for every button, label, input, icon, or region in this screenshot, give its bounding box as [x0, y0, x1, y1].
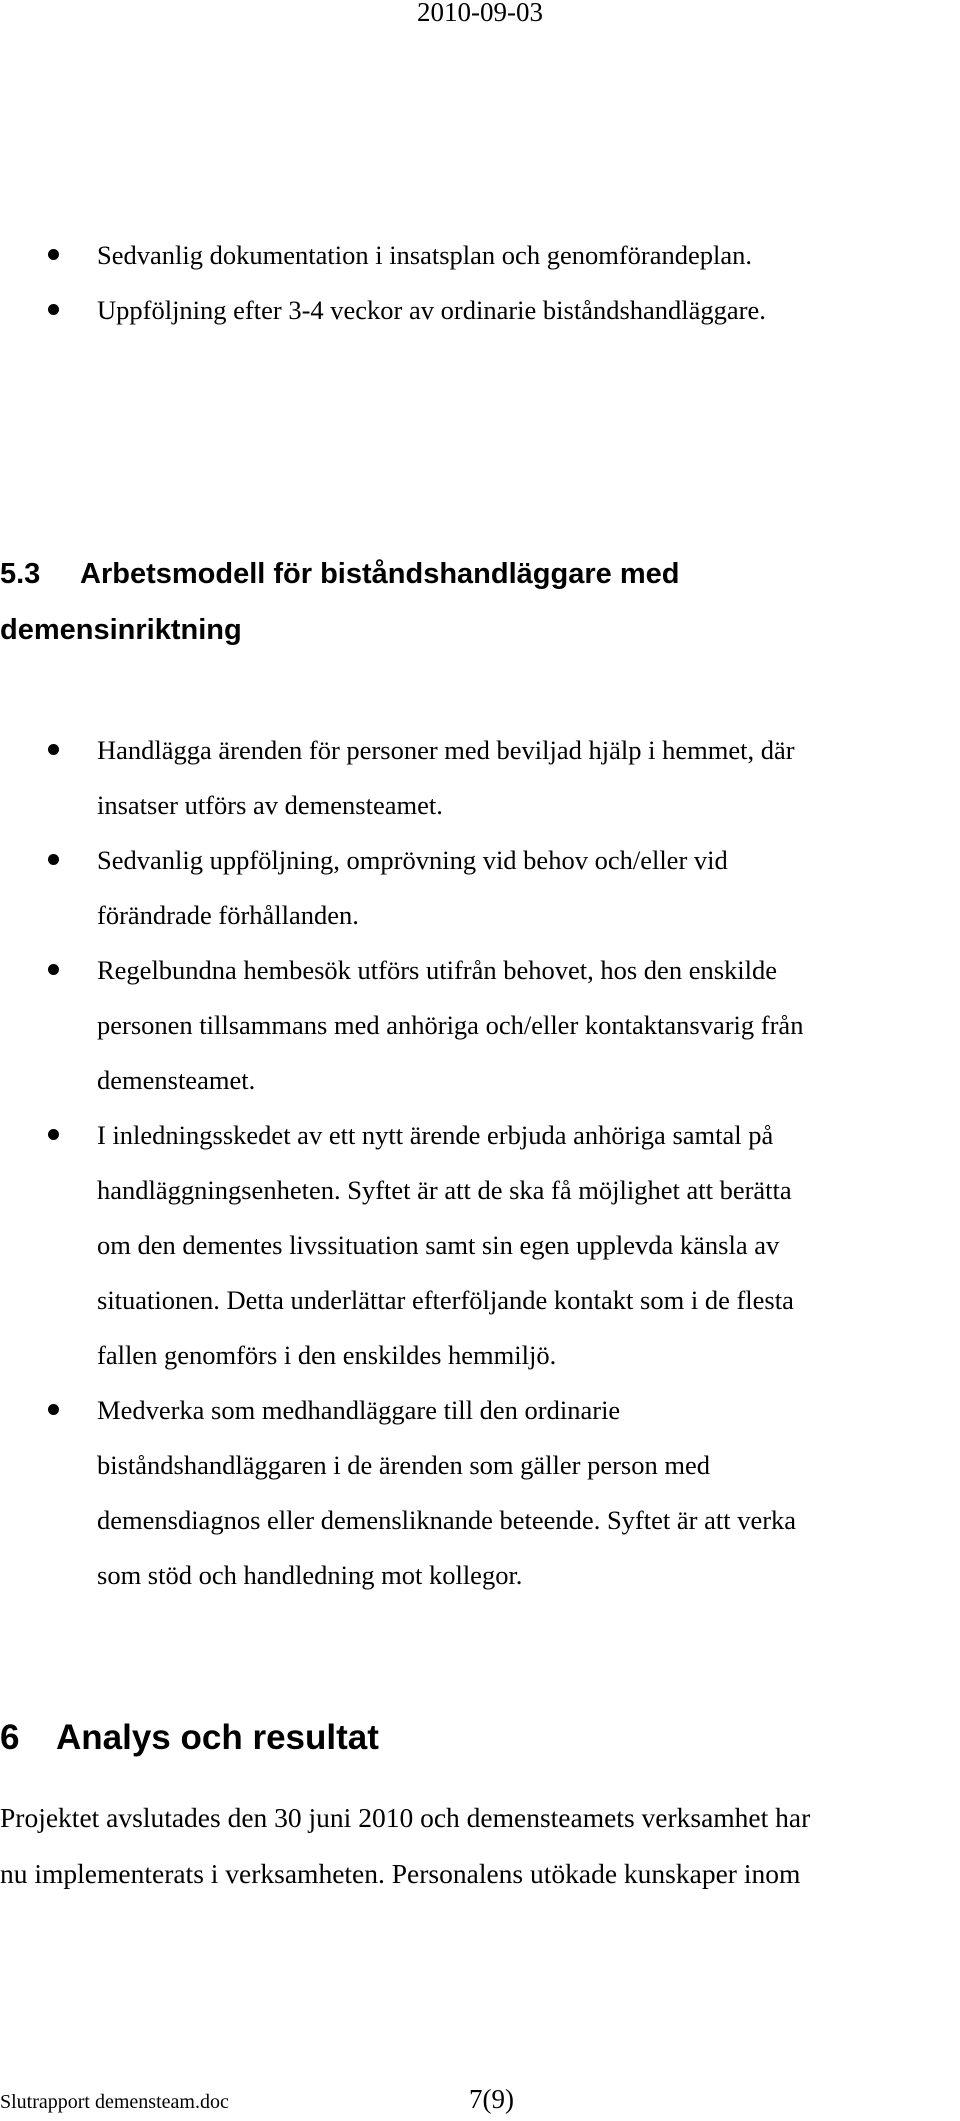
list-item	[0, 943, 960, 1108]
list-item-line: insatser utförs av demensteamet.	[97, 790, 443, 820]
list-item-line: om den dementes livssituation samt sin egen upplevda känsla av	[97, 1230, 780, 1260]
bullet-icon	[48, 1129, 59, 1140]
paragraph-line: nu implementerats i verksamheten. Personalens utökade kunskaper inom	[0, 1858, 801, 1889]
list-item-line: fallen genomförs i den enskildes hemmiljö.	[97, 1340, 557, 1370]
bullet-list-top	[0, 228, 960, 338]
list-item-line: Regelbundna hembesök utförs utifrån behovet, hos den enskilde	[97, 955, 778, 985]
bullet-icon	[48, 304, 59, 315]
bullet-icon	[48, 1404, 59, 1415]
list-item-line: handläggningsenheten. Syftet är att de ska få möjlighet att berätta	[97, 1175, 792, 1205]
bullet-icon	[48, 854, 59, 865]
section-number: 6	[0, 1718, 20, 1757]
list-item-line: I inledningsskedet av ett nytt ärende erbjuda anhöriga samtal på	[97, 1120, 774, 1150]
list-item	[0, 1383, 960, 1603]
body-paragraph	[0, 1790, 960, 1902]
section-title: Analys och resultat	[56, 1718, 379, 1757]
list-item-line: Sedvanlig uppföljning, omprövning vid behov och/eller vid	[97, 845, 728, 875]
section-title-line1: Arbetsmodell för biståndshandläggare med	[80, 558, 680, 590]
list-item-line: situationen. Detta underlättar efterföljande kontakt som i de flesta	[97, 1285, 794, 1315]
bullet-icon	[48, 744, 59, 755]
section-title-line2: demensinriktning	[0, 614, 242, 646]
bullet-icon	[48, 964, 59, 975]
list-item-line: demensteamet.	[97, 1065, 256, 1095]
list-item-line: personen tillsammans med anhöriga och/eller kontaktansvarig från	[97, 1010, 804, 1040]
section-heading-6	[0, 1713, 379, 1763]
list-item	[0, 228, 960, 283]
list-item	[0, 283, 960, 338]
list-item-line: biståndshandläggaren i de ärenden som gäller person med	[97, 1450, 710, 1480]
list-item	[0, 1108, 960, 1383]
paragraph-line: Projektet avslutades den 30 juni 2010 och demensteamets verksamhet har	[0, 1802, 811, 1833]
list-item-line: demensdiagnos eller demensliknande beteende. Syftet är att verka	[97, 1505, 797, 1535]
list-item-line: Sedvanlig dokumentation i insatsplan och genomförandeplan.	[97, 240, 752, 270]
footer-page-number: 7(9)	[469, 2084, 514, 2114]
bullet-icon	[48, 249, 59, 260]
list-item-line: som stöd och handledning mot kollegor.	[97, 1560, 523, 1590]
list-item-line: förändrade förhållanden.	[97, 900, 359, 930]
footer-filename: Slutrapport demensteam.doc	[0, 2091, 229, 2113]
bullet-list-5-3	[0, 723, 960, 1603]
list-item-line: Uppföljning efter 3-4 veckor av ordinarie biståndshandläggare.	[97, 295, 766, 325]
section-heading-5-3	[0, 546, 679, 658]
list-item	[0, 723, 960, 833]
list-item	[0, 833, 960, 943]
section-number: 5.3	[0, 558, 41, 590]
list-item-line: Handlägga ärenden för personer med beviljad hjälp i hemmet, där	[97, 735, 795, 765]
header-date: 2010-09-03	[417, 0, 543, 27]
list-item-line: Medverka som medhandläggare till den ordinarie	[97, 1395, 621, 1425]
